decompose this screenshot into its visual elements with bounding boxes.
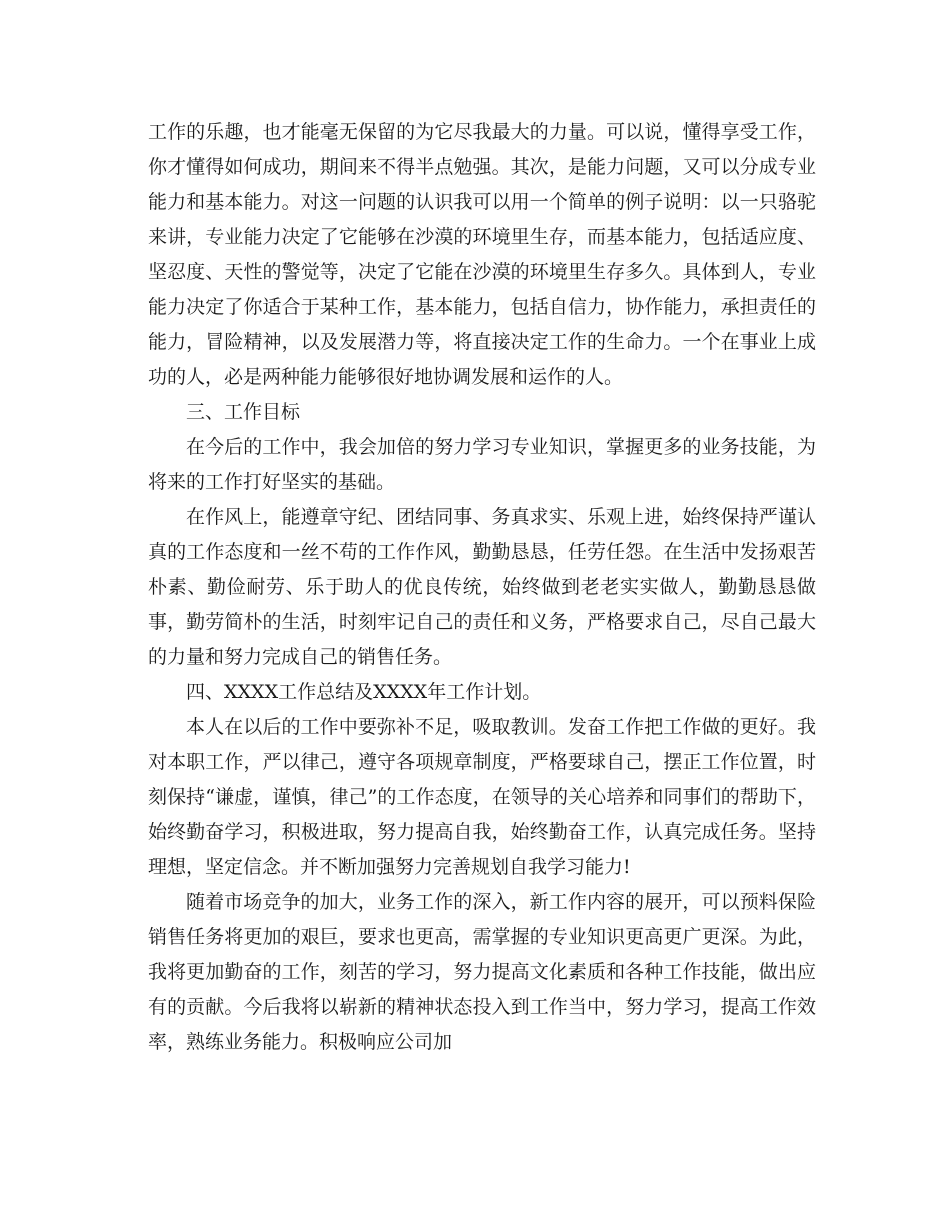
- paragraph-work-style: 在作风上，能遵章守纪、团结同事、务真求实、乐观上进，始终保持严谨认真的工作态度和一丝不苟的工作作风，勤勤恳恳，任劳任怨。在生活中发扬艰苦朴素、勤俭耐劳、乐于助人的优良传统，始终做到老老实实做人，勤勤恳恳做事，勤劳简朴的生活，时刻牢记自己的责任和义务，严格要求自己，尽自己最大的力量和努力完成自己的销售任务。: [148, 506, 816, 668]
- paragraph-market-competition: 随着市场竞争的加大，业务工作的深入，新工作内容的展开，可以预料保险销售任务将更加的艰巨，要求也更高，需掌握的专业知识更高更广更深。为此，我将更加勤奋的工作，刻苦的学习，努力提高文化素质和各种工作技能，做出应有的贡献。今后我将以崭新的精神状态投入到工作当中，努力学习，提高工作效率，熟练业务能力。积极响应公司加: [148, 891, 816, 1053]
- paragraph-continuation: 工作的乐趣，也才能毫无保留的为它尽我最大的力量。可以说，懂得享受工作，你才懂得如何成功，期间来不得半点勉强。其次，是能力问题，又可以分成专业能力和基本能力。对这一问题的认识我可以用一个简单的例子说明：以一只骆驼来讲，专业能力决定了它能够在沙漠的环境里生存，而基本能力，包括适应度、坚忍度、天性的警觉等，决定了它能在沙漠的环境里生存多久。具体到人，专业能力决定了你适合于某种工作，基本能力，包括自信力，协作能力，承担责任的能力，冒险精神，以及发展潜力等，将直接决定工作的生命力。一个在事业上成功的人，必是两种能力能够很好地协调发展和运作的人。: [148, 121, 816, 388]
- section-heading-summary-plan: 四、XXXX工作总结及XXXX年工作计划。: [186, 681, 542, 703]
- paragraph-self-improvement: 本人在以后的工作中要弥补不足，吸取教训。发奋工作把工作做的更好。我对本职工作，严以律己，遵守各项规章制度，严格要球自己，摆正工作位置，时刻保持“谦虚，谨慎，律己”的工作态度，在领导的关心培养和同事们的帮助下，始终勤奋学习，积极进取，努力提高自我，始终勤奋工作，认真完成任务。坚持理想，坚定信念。并不断加强努力完善规划自我学习能力!: [148, 716, 816, 878]
- paragraph-future-work: 在今后的工作中，我会加倍的努力学习专业知识，掌握更多的业务技能，为将来的工作打好坚实的基础。: [148, 436, 816, 493]
- section-heading-work-goals: 三、工作目标: [186, 401, 301, 423]
- document-body: [148, 115, 816, 1060]
